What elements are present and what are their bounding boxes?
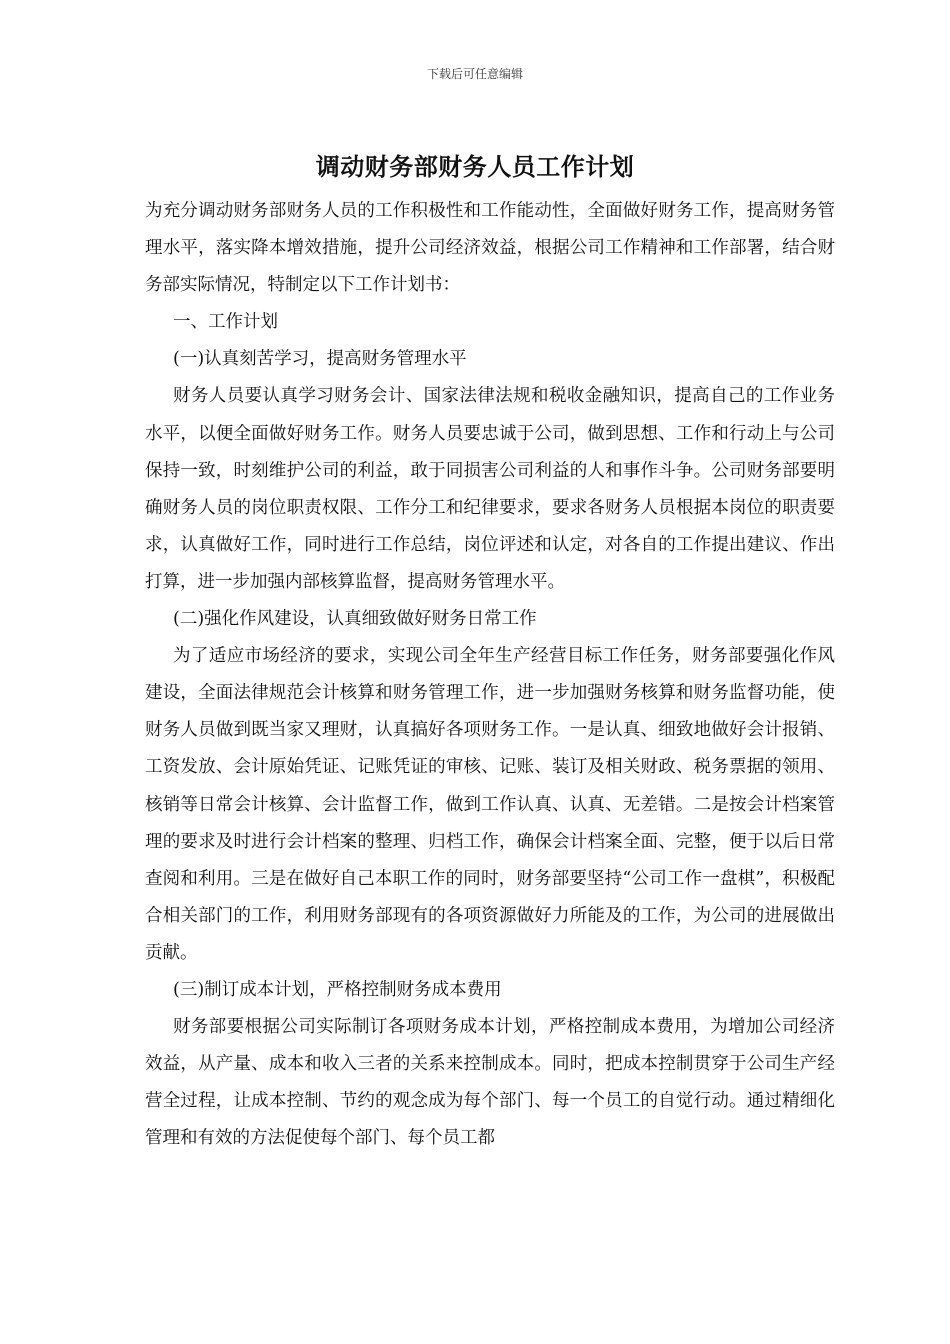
subsection-heading-2: (二)强化作风建设，认真细致做好财务日常工作 (173, 609, 537, 630)
document-body (145, 193, 835, 1157)
header-note: 下载后可任意编辑 (426, 67, 523, 81)
subsection-heading-1: (一)认真刻苦学习，提高财务管理水平 (173, 349, 467, 370)
section-heading-work-plan: 一、工作计划 (173, 312, 278, 333)
document-title: 调动财务部财务人员工作计划 (315, 152, 635, 181)
body-paragraph-2: 为了适应市场经济的要求，实现公司全年生产经营目标工作任务，财务部要强化作风建设，全面法律规范会计核算和财务管理工作，进一步加强财务核算和财务监督功能，使财务人员做到既当家又理财，认真搞好各项财务工作。一是认真、细致地做好会计报销、工资发放、会计原始凭证、记账凭证的审核、记账、装订及相关财政、税务票据的领用、核销等日常会计核算、会计监督工作，做到工作认真、认真、无差错。二是按会计档案管理的要求及时进行会计档案的整理、归档工作，确保会计档案全面、完整，便于以后日常查阅和利用。三是在做好自己本职工作的同时，财务部要坚持“公司工作一盘棋”，积极配合相关部门的工作，利用财务部现有的各项资源做好力所能及的工作，为公司的进展做出贡献。 (145, 646, 835, 963)
body-paragraph-3: 财务部要根据公司实际制订各项财务成本计划，严格控制成本费用，为增加公司经济效益，从产量、成本和收入三者的关系来控制成本。同时，把成本控制贯穿于公司生产经营全过程，让成本控制、节约的观念成为每个部门、每一个员工的自觉行动。通过精细化管理和有效的方法促使每个部门、每个员工都 (145, 1017, 835, 1149)
intro-paragraph: 为充分调动财务部财务人员的工作积极性和工作能动性，全面做好财务工作，提高财务管理水平，落实降本增效措施，提升公司经济效益，根据公司工作精神和工作部署，结合财务部实际情况，特制定以下工作计划书： (145, 201, 835, 296)
body-paragraph-1: 财务人员要认真学习财务会计、国家法律法规和税收金融知识，提高自己的工作业务水平，以便全面做好财务工作。财务人员要忠诚于公司，做到思想、工作和行动上与公司保持一致，时刻维护公司的利益，敢于同损害公司利益的人和事作斗争。公司财务部要明确财务人员的岗位职责权限、工作分工和纪律要求，要求各财务人员根据本岗位的职责要求，认真做好工作，同时进行工作总结，岗位评述和认定，对各自的工作提出建议、作出打算，进一步加强内部核算监督，提高财务管理水平。 (145, 386, 835, 592)
subsection-heading-3: (三)制订成本计划，严格控制财务成本费用 (173, 979, 502, 1000)
